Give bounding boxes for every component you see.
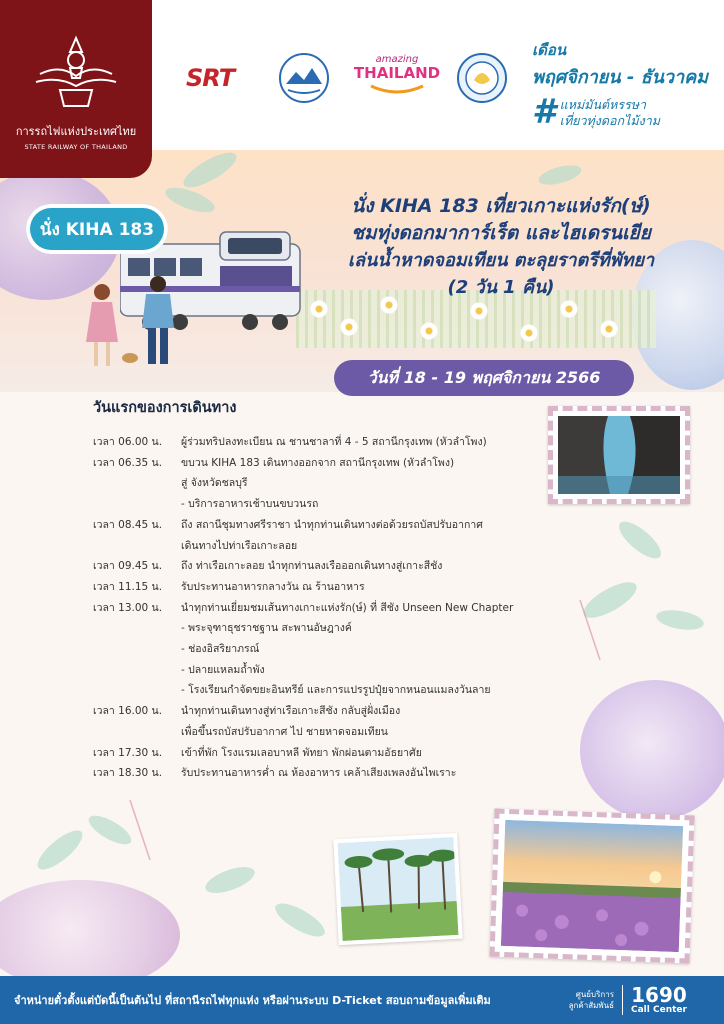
itinerary-description: นำทุกท่านเดินทางสู่ท่าเรือเกาะสีชัง กลับสู่ฝั่งเมือง [181,705,401,718]
itinerary-row [93,515,563,536]
thailand-word: THAILAND [353,64,441,82]
call-center-label: Call Center [631,1005,687,1015]
footer-divider [622,985,623,1015]
itinerary-row [93,577,563,598]
itinerary-time: เวลา 13.00 น. [93,601,163,614]
org-name-en: STATE RAILWAY OF THAILAND [24,143,128,151]
itinerary-row [93,680,563,701]
itinerary-description: - ช่องอิสริยาภรณ์ [181,643,260,656]
itinerary-row [93,556,563,577]
photo-sea-cave [548,406,690,504]
amazing-word: amazing [375,54,419,65]
itinerary-time: เวลา 18.30 น. [93,767,163,780]
itinerary-time: เวลา 11.15 น. [93,580,163,593]
trip-title [286,193,716,301]
srt-logo: SRT [186,64,235,92]
itinerary-row [93,494,563,515]
itinerary-description: ขบวน KIHA 183 เดินทางออกจาก สถานีกรุงเทพ (หัวลำโพง) [181,456,455,469]
org-name-th: การรถไฟแห่งประเทศไทย [15,125,137,138]
itinerary-time [93,618,181,639]
itinerary-time: เวลา 06.35 น. [93,456,163,469]
itinerary-description: เข้าที่พัก โรงแรมเลอบาหลี พัทยา พักผ่อนตามอัธยาศัย [181,746,422,759]
itinerary-list [93,432,563,784]
agency-seal-icon [456,52,508,104]
itinerary-time: เวลา 08.45 น. [93,518,163,531]
service-center-line-1: ศูนย์บริการ [575,990,614,999]
itinerary-row [93,618,563,639]
itinerary-description: สู่ จังหวัดชลบุรี [181,477,248,490]
itinerary-row [93,763,563,784]
call-center-number: 1690 [631,983,687,1007]
srt-emblem-icon [30,34,122,112]
itinerary-time [93,536,181,557]
photo-palm-garden [333,833,462,945]
flower-field-image [501,820,683,952]
srt-badge [0,0,152,178]
itinerary-time: เวลา 06.00 น. [93,436,163,448]
title-line-3: เล่นน้ำหาดจอมเทียน ตะลุยราตรีที่พัทยา [347,250,655,271]
campaign-block [532,38,720,132]
itinerary-row [93,743,563,764]
itinerary-description: รับประทานอาหารค่ำ ณ ห้องอาหาร เคล้าเสียงเพลงอันไพเราะ [181,767,457,780]
daisy [420,322,438,340]
itinerary-time: เวลา 16.00 น. [93,705,163,718]
footer-text: จำหน่ายตั๋วตั้งแต่บัดนี้เป็นต้นไป ที่สถานีรถไฟทุกแห่ง หรือผ่านระบบ D-Ticket สอบถามข้อมูลเพิ่มเติม [14,994,491,1007]
itinerary-time [93,680,181,701]
itinerary-description: เพื่อขึ้นรถบัสปรับอากาศ ไป ชายหาดจอมเทียน [181,725,388,738]
travellers-illustration [80,274,190,374]
itinerary-row [93,660,563,681]
itinerary-row [93,473,563,494]
hashtag-line-2: เที่ยวทุ่งดอกไม้งาม [559,113,660,128]
itinerary-time [93,473,181,494]
palm-garden-image [338,837,459,941]
itinerary-time: เวลา 09.45 น. [93,560,163,573]
month-label: เดือน [532,41,567,59]
daisy [470,302,488,320]
daisy [340,318,358,336]
kiha-badge: นั่ง KIHA 183 [26,204,168,254]
itinerary-row [93,701,563,722]
photo-flower-field [489,809,694,964]
itinerary-time [93,639,181,660]
daisy [600,320,618,338]
daisy [310,300,328,318]
hashtag-text [560,97,660,129]
trip-date: วันที่ 18 - 19 พฤศจิกายน 2566 [334,360,634,396]
itinerary-time [93,494,181,515]
header-bar [0,0,724,150]
itinerary-row [93,453,563,474]
daisy [560,300,578,318]
title-line-4: (2 วัน 1 คืน) [447,277,555,298]
itinerary-description: ถึง ท่าเรือเกาะลอย นำทุกท่านลงเรือออกเดินทางสู่เกาะสีชัง [181,560,443,573]
itinerary-time: เวลา 17.30 น. [93,746,163,759]
itinerary-description: ผู้ร่วมทริปลงทะเบียน ณ ชานชาลาที่ 4 - 5 สถานีกรุงเทพ (หัวลำโพง) [181,436,487,448]
title-line-1: นั่ง KIHA 183 เที่ยวเกาะแห่งรัก(ษ์) [351,195,651,217]
itinerary-description: ถึง สถานีชุมทางศรีราชา นำทุกท่านเดินทางต่อด้วยรถบัสปรับอากาศ [181,518,483,531]
itinerary-row [93,536,563,557]
service-center-label [544,989,614,1011]
itinerary-time [93,660,181,681]
itinerary-row [93,639,563,660]
service-center-line-2: ลูกค้าสัมพันธ์ [568,1001,614,1010]
month-range: พฤศจิกายน - ธันวาคม [532,67,709,88]
itinerary-description: - ปลายแหลมถ้ำพัง [181,663,265,676]
itinerary-description: - พระจุฑาธุชราชฐาน สะพานอัษฎางค์ [181,622,352,635]
amazing-thailand-logo [352,54,442,100]
tat-logo-icon [278,52,330,104]
swoosh-icon [367,82,427,96]
footer-bar [0,976,724,1024]
hashtag-line-1: แหม่มันต์หรรษา [559,97,647,112]
daisy [520,324,538,342]
itinerary-description: นำทุกท่านเยี่ยมชมเส้นทางเกาะแห่งรัก(ษ์) ที่ สีชัง Unseen New Chapter [181,601,514,614]
hashtag-icon: # [532,92,556,132]
itinerary-row [93,598,563,619]
itinerary-row [93,432,563,453]
title-line-2: ชมทุ่งดอกมาการ์เร็ต และไฮเดรนเยีย [351,222,651,244]
sea-cave-image [558,416,680,494]
itinerary-row [93,722,563,743]
call-center [631,985,687,1015]
itinerary-description: เดินทางไปท่าเรือเกาะลอย [181,539,298,552]
itinerary-description: - บริการอาหารเช้าบนขบวนรถ [181,498,319,511]
itinerary-description: รับประทานอาหารกลางวัน ณ ร้านอาหาร [181,580,365,593]
itinerary-time [93,722,181,743]
itinerary-description: - โรงเรียนกำจัดขยะอินทรีย์ และการแปรรูปปุ๋ยจากหนอนแมลงวันลาย [181,684,491,697]
hashtag [532,92,720,132]
section-title: วันแรกของการเดินทาง [93,400,237,416]
